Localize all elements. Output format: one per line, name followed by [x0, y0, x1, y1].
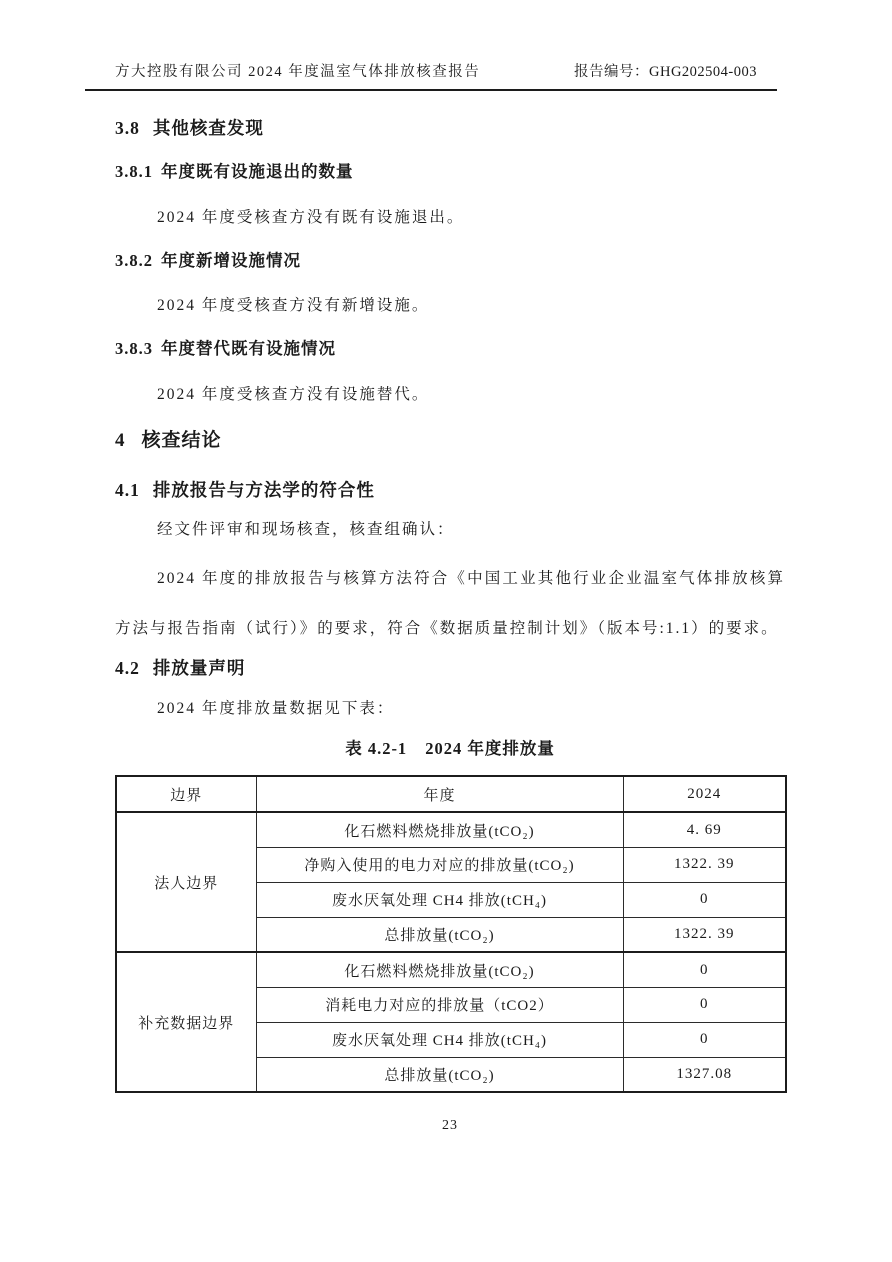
heading-4-1: [115, 480, 785, 502]
heading-text: 年度新增设施情况: [161, 250, 301, 270]
page-content: [0, 118, 892, 1134]
emissions-table: [115, 775, 787, 1093]
table-cell-value: 1322. 39: [623, 847, 786, 882]
table-cell-value: 1327.08: [623, 1057, 786, 1092]
page-number: 23: [442, 1118, 458, 1134]
table-cell-label: 净购入使用的电力对应的排放量(tCO₂): [256, 847, 623, 882]
table-cell-label: 化石燃料燃烧排放量(tCO₂): [256, 952, 623, 987]
heading-text: 年度既有设施退出的数量: [161, 161, 354, 181]
table-header-row: [116, 776, 786, 812]
paragraph-4-2-intro: 2024 年度排放量数据见下表：: [157, 700, 395, 718]
table-caption-text: 2024 年度排放量: [425, 739, 555, 759]
table-cell-label: 消耗电力对应的排放量（tCO2）: [256, 987, 623, 1022]
heading-text: 年度替代既有设施情况: [161, 339, 336, 359]
table-cell-value: 0: [623, 882, 786, 917]
header-report-number: 报告编号：GHG202504-003: [574, 64, 757, 80]
heading-number: 3.8.1: [115, 161, 153, 181]
heading-number: 4.2: [115, 658, 140, 679]
table-cell-label: 化石燃料燃烧排放量(tCO₂): [256, 812, 623, 847]
heading-number: 3.8.2: [115, 250, 153, 270]
heading-text: 排放报告与方法学的符合性: [152, 479, 375, 500]
table-cell-label: 废水厌氧处理 CH4 排放(tCH₄): [256, 882, 623, 917]
heading-number: 4.1: [115, 479, 140, 500]
table-cell-label: 废水厌氧处理 CH4 排放(tCH₄): [256, 1022, 623, 1057]
heading-text: 排放量声明: [152, 658, 246, 679]
heading-3-8-1: [115, 162, 785, 183]
heading-number: 4: [115, 429, 126, 451]
table-row: [116, 952, 786, 987]
page-header: [85, 0, 777, 91]
heading-3-8: [115, 118, 785, 140]
paragraph-4-1-intro: 经文件评审和现场核查，核查组确认：: [157, 521, 455, 539]
table-caption: [115, 735, 785, 759]
table-cell-value: 0: [623, 952, 786, 987]
heading-3-8-3: [115, 339, 785, 360]
table-cell-value: 1322. 39: [623, 917, 786, 952]
table-cell-label: 总排放量(tCO₂): [256, 917, 623, 952]
heading-text: 核查结论: [141, 429, 222, 451]
table-cell-value: 0: [623, 1022, 786, 1057]
table-cell-boundary-supplementary: 补充数据边界: [116, 952, 256, 1092]
paragraph-3-8-3: 2024 年度受核查方没有设施替代。: [157, 385, 430, 403]
paragraph-4-1-conclusion: 2024 年度的排放报告与核算方法符合《中国工业其他行业企业温室气体排放核算方法与报告指南（试行）》的要求，符合《数据质量控制计划》（版本号:1.1）的要求。: [115, 570, 785, 638]
table-cell-label: 总排放量(tCO₂): [256, 1057, 623, 1092]
table-row: [116, 812, 786, 847]
table-header-2024: 2024: [623, 776, 786, 812]
paragraph-3-8-2: 2024 年度受核查方没有新增设施。: [157, 297, 430, 315]
table-header-boundary: 边界: [116, 776, 256, 812]
heading-text: 其他核查发现: [152, 118, 264, 138]
paragraph-3-8-1: 2024 年度受核查方没有既有设施退出。: [157, 208, 465, 226]
heading-4: [115, 429, 785, 453]
table-cell-value: 4. 69: [623, 812, 786, 847]
table-cell-boundary-legal: 法人边界: [116, 812, 256, 952]
heading-number: 3.8: [115, 118, 140, 138]
table-cell-value: 0: [623, 987, 786, 1022]
heading-3-8-2: [115, 251, 785, 272]
heading-number: 3.8.3: [115, 339, 153, 359]
table-header-year: 年度: [256, 776, 623, 812]
heading-4-2: [115, 658, 785, 680]
header-document-title: 方大控股有限公司 2024 年度温室气体排放核查报告: [115, 64, 481, 80]
table-caption-number: 表 4.2-1: [345, 739, 408, 759]
